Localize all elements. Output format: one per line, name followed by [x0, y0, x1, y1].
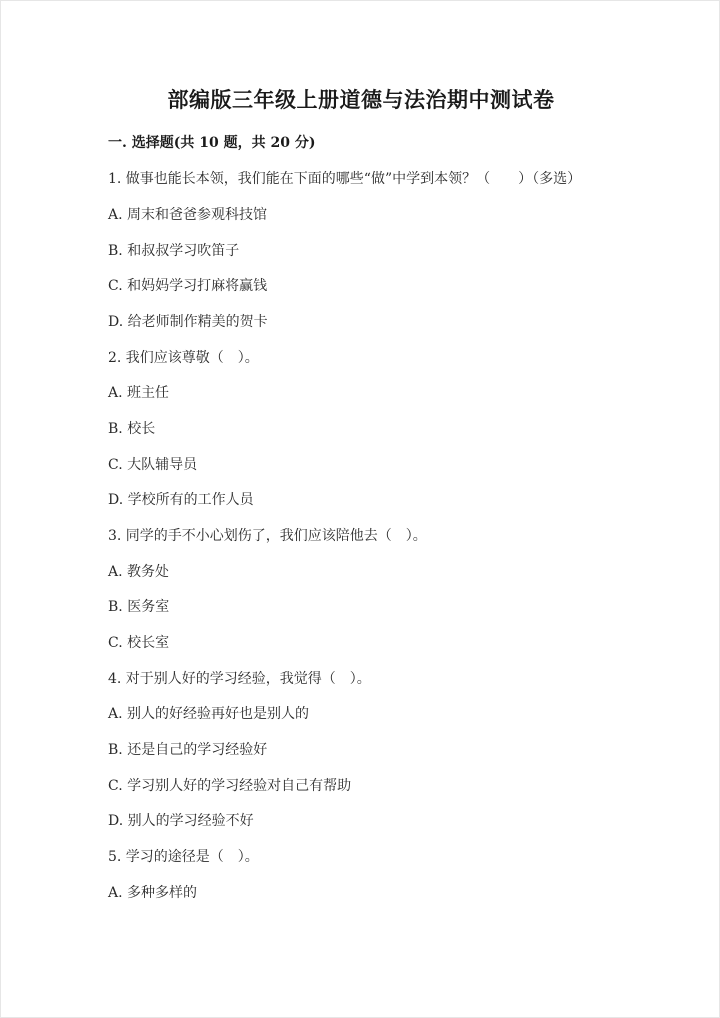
question-4-option-a: A. 别人的好经验再好也是别人的: [108, 706, 310, 722]
question-3-option-b: B. 医务室: [108, 599, 170, 615]
question-5-stem: 5. 学习的途径是（ ）。: [108, 849, 259, 865]
question-4-option-b: B. 还是自己的学习经验好: [108, 742, 268, 758]
question-4-stem: 4. 对于别人好的学习经验，我觉得（ ）。: [108, 671, 371, 687]
question-4-option-c: C. 学习别人好的学习经验对自己有帮助: [108, 778, 352, 794]
question-3-option-c: C. 校长室: [108, 635, 170, 651]
question-1-option-b: B. 和叔叔学习吹笛子: [108, 243, 240, 259]
page-title: 部编版三年级上册道德与法治期中测试卷: [167, 87, 555, 112]
section-heading: 一. 选择题(共 10 题，共 20 分): [108, 135, 316, 151]
question-1-stem: 1. 做事也能长本领，我们能在下面的哪些“做”中学到本领？（ ）（多选）: [108, 171, 582, 187]
question-1-option-d: D. 给老师制作精美的贺卡: [108, 314, 268, 330]
question-2-stem: 2. 我们应该尊敬（ ）。: [108, 350, 259, 366]
question-1-option-c: C. 和妈妈学习打麻将赢钱: [108, 278, 268, 294]
question-2-option-a: A. 班主任: [108, 385, 170, 401]
question-2-option-b: B. 校长: [108, 421, 156, 437]
question-2-option-c: C. 大队辅导员: [108, 457, 198, 473]
question-5-option-a: A. 多种多样的: [108, 885, 198, 901]
question-2-option-d: D. 学校所有的工作人员: [108, 492, 254, 508]
question-3-stem: 3. 同学的手不小心划伤了，我们应该陪他去（ ）。: [108, 528, 427, 544]
question-4-option-d: D. 别人的学习经验不好: [108, 813, 254, 829]
question-3-option-a: A. 教务处: [108, 564, 170, 580]
question-1-option-a: A. 周末和爸爸参观科技馆: [108, 207, 268, 223]
